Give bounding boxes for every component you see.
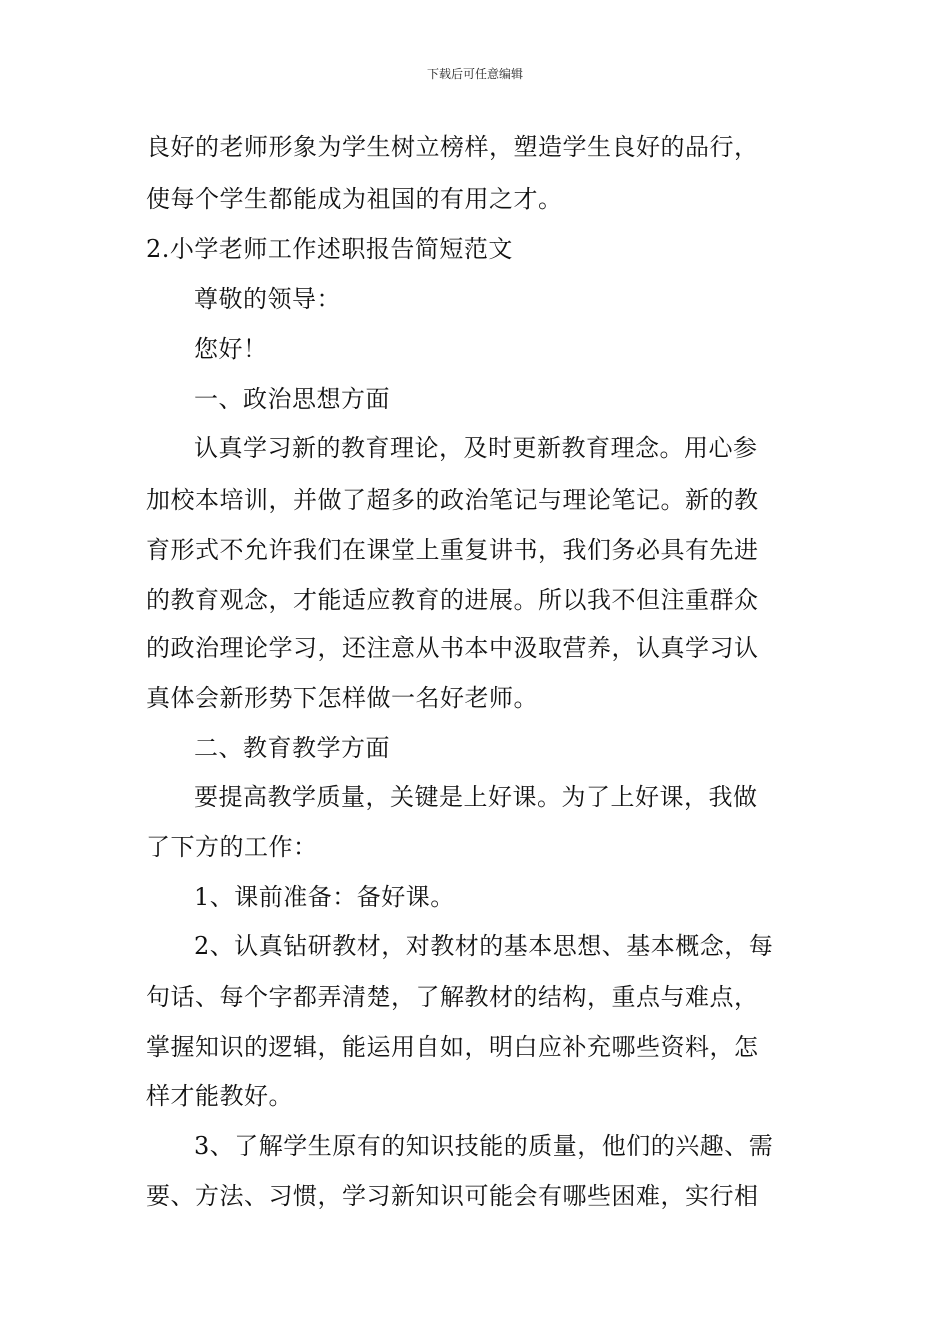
subsection-heading: 二、教育教学方面 — [194, 734, 390, 762]
subsection-heading: 一、政治思想方面 — [194, 385, 390, 413]
body-line: 良好的老师形象为学生树立榜样，塑造学生良好的品行， — [146, 133, 759, 161]
body-line: 真体会新形势下怎样做一名好老师。 — [146, 684, 538, 712]
body-line: 的政治理论学习，还注意从书本中汲取营养，认真学习认 — [146, 634, 759, 662]
body-line: 育形式不允许我们在课堂上重复讲书，我们务必具有先进 — [146, 536, 759, 564]
section-heading: 2.小学老师工作述职报告简短范文 — [146, 235, 513, 263]
body-line: 了下方的工作： — [146, 833, 318, 861]
body-line: 使每个学生都能成为祖国的有用之才。 — [146, 185, 563, 213]
list-item: 1、课前准备：备好课。 — [194, 883, 455, 911]
salutation: 尊敬的领导： — [194, 285, 341, 313]
body-line: 掌握知识的逻辑，能运用自如，明白应补充哪些资料，怎 — [146, 1033, 759, 1061]
list-item: 3、了解学生原有的知识技能的质量，他们的兴趣、需 — [194, 1132, 774, 1160]
greeting: 您好！ — [194, 335, 268, 363]
body-line: 句话、每个字都弄清楚，了解教材的结构，重点与难点， — [146, 983, 759, 1011]
list-item: 2、认真钻研教材，对教材的基本思想、基本概念，每 — [194, 932, 774, 960]
body-line: 要提高教学质量，关键是上好课。为了上好课，我做 — [194, 783, 758, 811]
body-line: 的教育观念，才能适应教育的进展。所以我不但注重群众 — [146, 586, 759, 614]
body-line: 加校本培训，并做了超多的政治笔记与理论笔记。新的教 — [146, 486, 759, 514]
body-line: 认真学习新的教育理论，及时更新教育理念。用心参 — [194, 434, 758, 462]
header-note: 下载后可任意编辑 — [426, 67, 523, 81]
body-line: 要、方法、习惯，学习新知识可能会有哪些困难，实行相 — [146, 1182, 759, 1210]
body-line: 样才能教好。 — [146, 1082, 293, 1110]
